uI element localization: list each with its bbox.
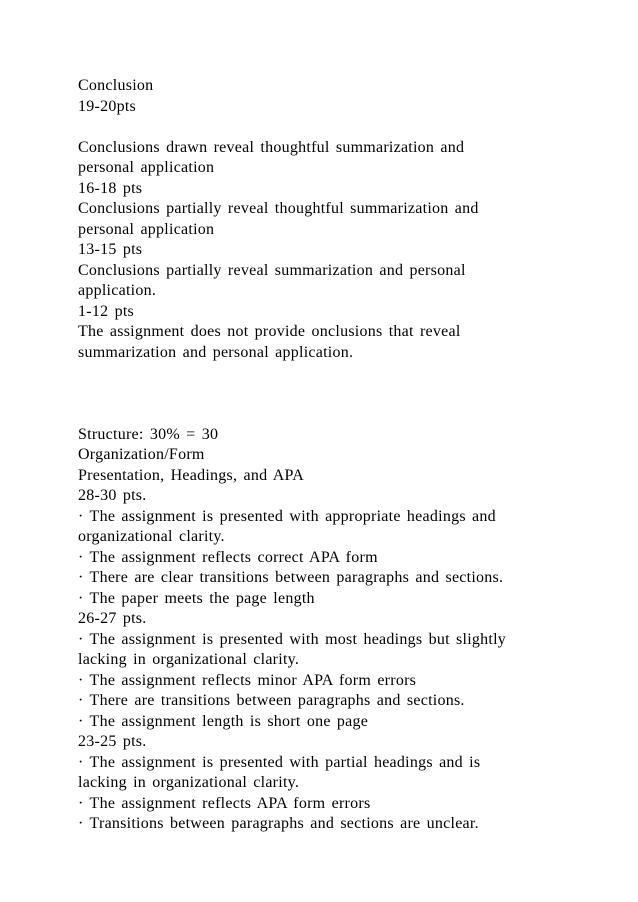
text-line: personal application (78, 159, 215, 176)
text-line: 26-27 pts. (78, 610, 147, 627)
document-text (78, 76, 618, 835)
text-line: personal application (78, 220, 215, 238)
text-line: 23-25 pts. (78, 733, 147, 750)
text-line: · There are clear transitions between paragraphs and sections. (78, 569, 504, 586)
text-line: Conclusion (78, 77, 154, 94)
text-line: · The assignment is presented with appropriate headings and (78, 507, 496, 525)
text-line: · The assignment reflects minor APA form errors (78, 671, 417, 689)
text-line: · Transitions between paragraphs and sections are unclear. (78, 815, 479, 832)
text-line: Conclusions partially reveal thoughtful summarization and (78, 200, 479, 217)
text-line: Organization/Form (78, 446, 205, 463)
text-line: · The assignment reflects APA form errors (78, 794, 371, 812)
text-line: Structure: 30% = 30 (78, 425, 219, 443)
blank-line (78, 363, 618, 384)
text-line: · The paper meets the page length (78, 589, 315, 607)
text-line: organizational clarity. (78, 528, 225, 545)
text-line: Presentation, Headings, and APA (78, 466, 305, 484)
text-line: 19-20pts (78, 97, 136, 115)
blank-line (78, 384, 618, 405)
text-line: summarization and personal application. (78, 343, 354, 361)
blank-line (78, 404, 618, 425)
text-line: application. (78, 282, 157, 299)
blank-line (78, 117, 618, 138)
text-line: 16-18 pts (78, 179, 143, 197)
text-line: Conclusions drawn reveal thoughtful summarization and (78, 138, 465, 156)
text-line: 13-15 pts (78, 241, 143, 258)
text-line: · There are transitions between paragraphs and sections. (78, 692, 465, 709)
text-line: · The assignment is presented with partial headings and is (78, 753, 481, 771)
text-line: · The assignment length is short one page (78, 712, 369, 730)
text-line: · The assignment reflects correct APA form (78, 548, 378, 566)
text-line: lacking in organizational clarity. (78, 651, 300, 668)
text-line: lacking in organizational clarity. (78, 774, 300, 791)
text-line: The assignment does not provide onclusions that reveal (78, 323, 461, 340)
text-line: 28-30 pts. (78, 487, 147, 504)
text-line: 1-12 pts (78, 302, 134, 320)
text-line: · The assignment is presented with most headings but slightly (78, 630, 507, 648)
text-line: Conclusions partially reveal summarization and personal (78, 261, 466, 279)
